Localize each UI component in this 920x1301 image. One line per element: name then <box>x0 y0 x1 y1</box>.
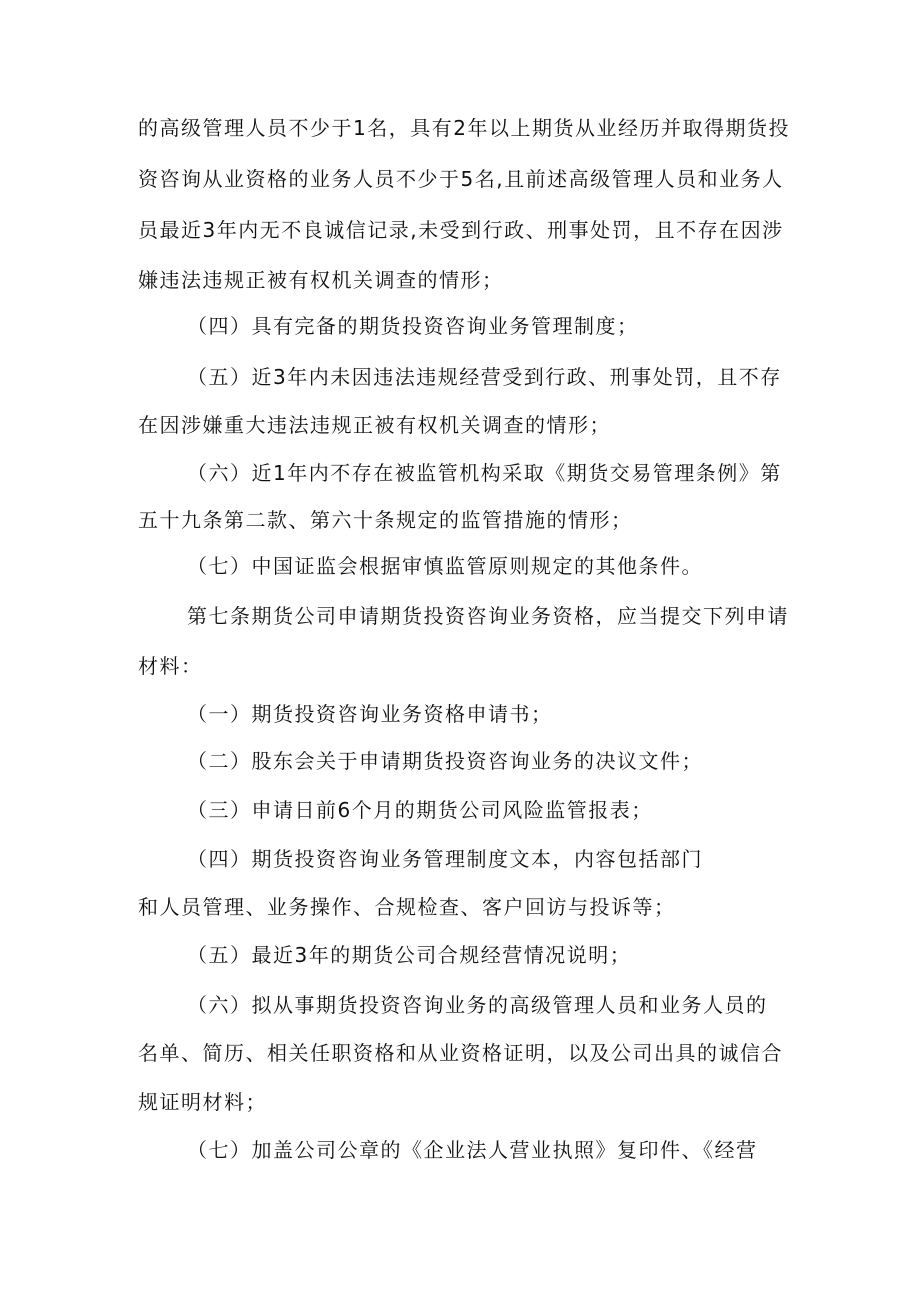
text-line: 五十九条第二款、第六十条规定的监管措施的情形； <box>138 508 633 532</box>
text-line: （五）近3年内未因违法违规经营受到行政、刑事处罚，且不存 <box>187 365 782 389</box>
text-line: （二）股东会关于申请期货投资咨询业务的决议文件； <box>187 749 703 773</box>
text-line: 和人员管理、业务操作、合规检查、客户回访与投诉等； <box>138 895 676 919</box>
text-line: 员最近3年内无不良诚信记录,未受到行政、刑事处罚，且不存在因涉 <box>138 218 784 242</box>
text-line: 规证明材料； <box>138 1090 267 1114</box>
text-line: （六）近1年内不存在被监管机构采取《期货交易管理条例》第 <box>187 461 782 485</box>
text-line: （六）拟从事期货投资咨询业务的高级管理人员和业务人员的 <box>187 993 768 1017</box>
text-line: 资咨询从业资格的业务人员不少于5名,且前述高级管理人员和业务人 <box>138 167 784 191</box>
text-line: 嫌违法违规正被有权机关调查的情形； <box>138 268 504 292</box>
text-line: （四）具有完备的期货投资咨询业务管理制度； <box>187 314 639 338</box>
text-line: 名单、简历、相关任职资格和从业资格证明，以及公司出具的诚信合 <box>138 1041 783 1065</box>
text-line: 在因涉嫌重大违法违规正被有权机关调查的情形； <box>138 413 611 437</box>
text-line: （五）最近3年的期货公司合规经营情况说明； <box>187 943 632 967</box>
text-line: （一）期货投资咨询业务资格申请书； <box>187 702 553 726</box>
text-line: （七）加盖公司公章的《企业法人营业执照》复印件、《经营 <box>187 1138 758 1162</box>
text-line: 的高级管理人员不少于1名，具有2年以上期货从业经历并取得期货投 <box>138 116 790 140</box>
text-line: （四）期货投资咨询业务管理制度文本，内容包括部门 <box>187 847 703 871</box>
text-line: 第七条期货公司申请期货投资咨询业务资格，应当提交下列申请 <box>187 604 789 628</box>
text-line: （三）申请日前6个月的期货公司风险监管报表； <box>187 798 653 822</box>
text-line: 材料： <box>138 654 203 678</box>
text-line: （七）中国证监会根据审慎监管原则规定的其他条件。 <box>187 554 703 578</box>
